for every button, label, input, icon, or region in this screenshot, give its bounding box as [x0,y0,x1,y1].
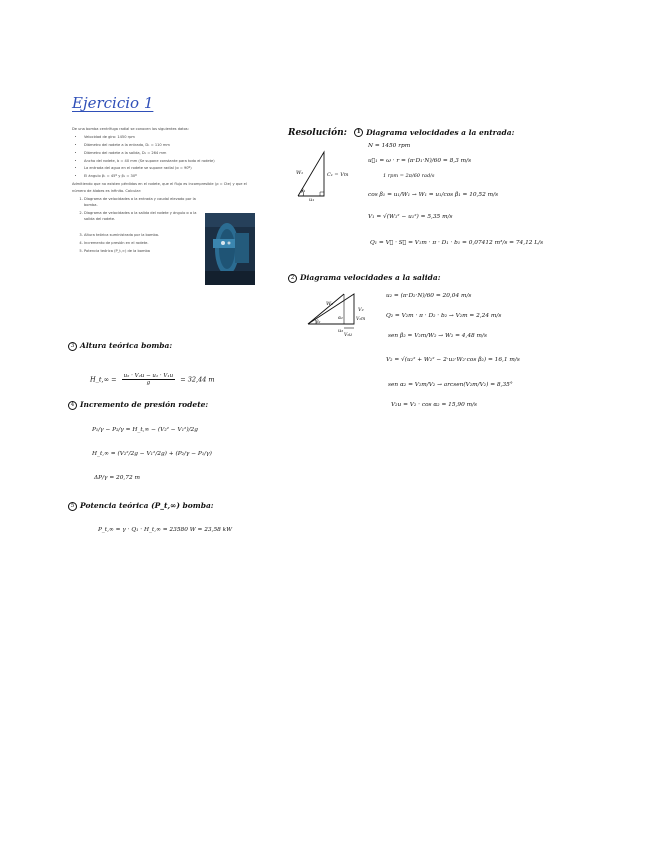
section2-heading [288,273,440,283]
section-number: 1 [354,128,363,137]
inlet-eq-2: u⃗₁ = ω · r = (π·D₁·N)/60 = 8,3 m/s [368,158,472,164]
section-number: 5 [68,502,77,511]
section-number: 3 [68,342,77,351]
statement-assumption: Admitiendo que no existen pérdidas en el rodete, que el flujo es incompresible (ρ = Cte) y que el número de álabes es infinito. Calcular: [72,182,247,193]
outlet-beta-label: β₂ [316,320,321,325]
data-item: • El ángulo β₁ = 45º y β₂ = 30º [84,173,252,179]
section3-label: Altura teórica bomba: [80,341,173,350]
pressure-eq-3: ΔP/γ = 20,72 m [94,475,140,481]
outlet-eq-6: V₂u = V₂ · cos α₂ = 15,90 m/s [391,402,478,408]
resolution-heading [288,128,514,138]
question-item: 5. Potencia teórica (P_t,∞) de la bomba [84,248,204,254]
inlet-eq-5: V₁ = √(W₁² − u₁²) = 5,35 m/s [368,214,453,220]
outlet-eq-4: V₂ = √(u₂² + W₂² − 2·u₂·W₂·cos β₂) = 16,1 m/s [386,357,520,363]
head-eq-lhs: H_t,∞ = [90,375,117,384]
outlet-c-label: V₂ [358,307,364,313]
outlet-eq-1: u₂ = (π·D₂·N)/60 = 20,04 m/s [386,293,472,299]
pressure-eq-2: H_t,∞ = (V₂²/2g − V₁²/2g) + (P₂/γ − P₁/γ) [92,451,212,457]
outlet-alpha-label: α₂ [338,316,343,321]
section5-heading [68,501,214,511]
inlet-eq-1: N = 1450 rpm [368,143,411,149]
outlet-vu-label: V₂u [344,333,352,338]
data-list [72,134,252,179]
exercise-title: Ejercicio 1 [72,94,154,112]
outlet-u-label: u₂ [338,328,344,334]
data-item: • Velocidad de giro: 1450 rpm [84,134,252,140]
resolution-heading-text: Resolución: [288,128,348,138]
head-equation [90,373,215,386]
inlet-w-label: W₁ [296,170,304,176]
section2-label: Diagrama velocidades a la salida: [300,273,441,282]
outlet-eq-5: sen α₂ = V₂m/V₂ → arcsen(V₂m/V₂) = 8,35° [388,382,513,388]
outlet-eq-3: sen β₂ = V₂m/W₂ → W₂ = 4,48 m/s [388,333,487,339]
power-equation: P_t,∞ = γ · Q₁ · H_t,∞ = 23580 W = 23,58 kW [98,527,233,533]
inlet-angle-label: β₁ [301,189,306,194]
inlet-eq-4: cos β₁ = u₁/W₁ → W₁ = u₁/cos β₁ = 10,52 m/s [368,192,499,198]
pressure-eq-1: P₁/γ − P₂/γ = H_t,∞ − (V₂² − V₁²)/2g [92,427,198,433]
section3-heading [68,341,172,351]
statement-intro: De una bomba centrífuga radial se conocen los siguientes datos: [72,127,189,131]
data-item: • La entrada del agua en el rodete se supone radial (α = 90º) [84,165,252,171]
section-number: 2 [288,274,297,283]
head-eq-denominator: g [146,380,151,386]
head-eq-numerator: u₂ · V₂u − u₁ · V₁u [123,373,174,379]
data-item: • Ancho del rodete, b = 40 mm (Se supone constante para todo el rodete) [84,158,252,164]
head-eq-fraction [122,373,176,386]
inlet-c-label: C₁ = Vm [327,172,349,178]
inlet-u-label: u₁ [309,197,315,203]
section1-label: Diagrama velocidades a la entrada: [366,128,515,137]
pump-photo [205,213,255,285]
outlet-eq-2: Q₂ = V₂m · π · D₂ · b₂ → V₂m = 2,24 m/s [386,313,502,319]
data-item: • Diámetro del rodete a la entrada, D₁ = 110 mm [84,142,252,148]
data-item: • Diámetro del rodete a la salida, D₂ = 264 mm [84,150,252,156]
outlet-vm-label: V₂m [356,317,366,322]
question-list [72,196,204,254]
question-item: 2. Diagrama de velocidades a la salida del rodete y ángulo α a la salida del rodete. [84,210,204,222]
outlet-w-label: W₂ [326,301,334,307]
section5-label: Potencia teórica (P_t,∞) bomba: [80,501,214,510]
section4-heading [68,400,208,410]
question-item: 1. Diagrama de velocidades a la entrada y caudal elevado por la bomba. [84,196,204,208]
inlet-eq-3: 1 rpm = 2π/60 rad/s [383,173,435,179]
inlet-eq-6: Q₁ = V⃗ · S⃗ = V₁m · π · D₁ · b₁ = 0,07412 m³/s = 74,12 L/s [370,240,544,246]
question-item: 3. Altura teórica suministrada por la bomba. [84,232,204,238]
section4-label: Incremento de presión rodete: [80,400,209,409]
head-eq-result: = 32,44 m [180,375,215,384]
question-item: 4. Incremento de presión en el rodete. [84,240,204,246]
section-number: 4 [68,401,77,410]
